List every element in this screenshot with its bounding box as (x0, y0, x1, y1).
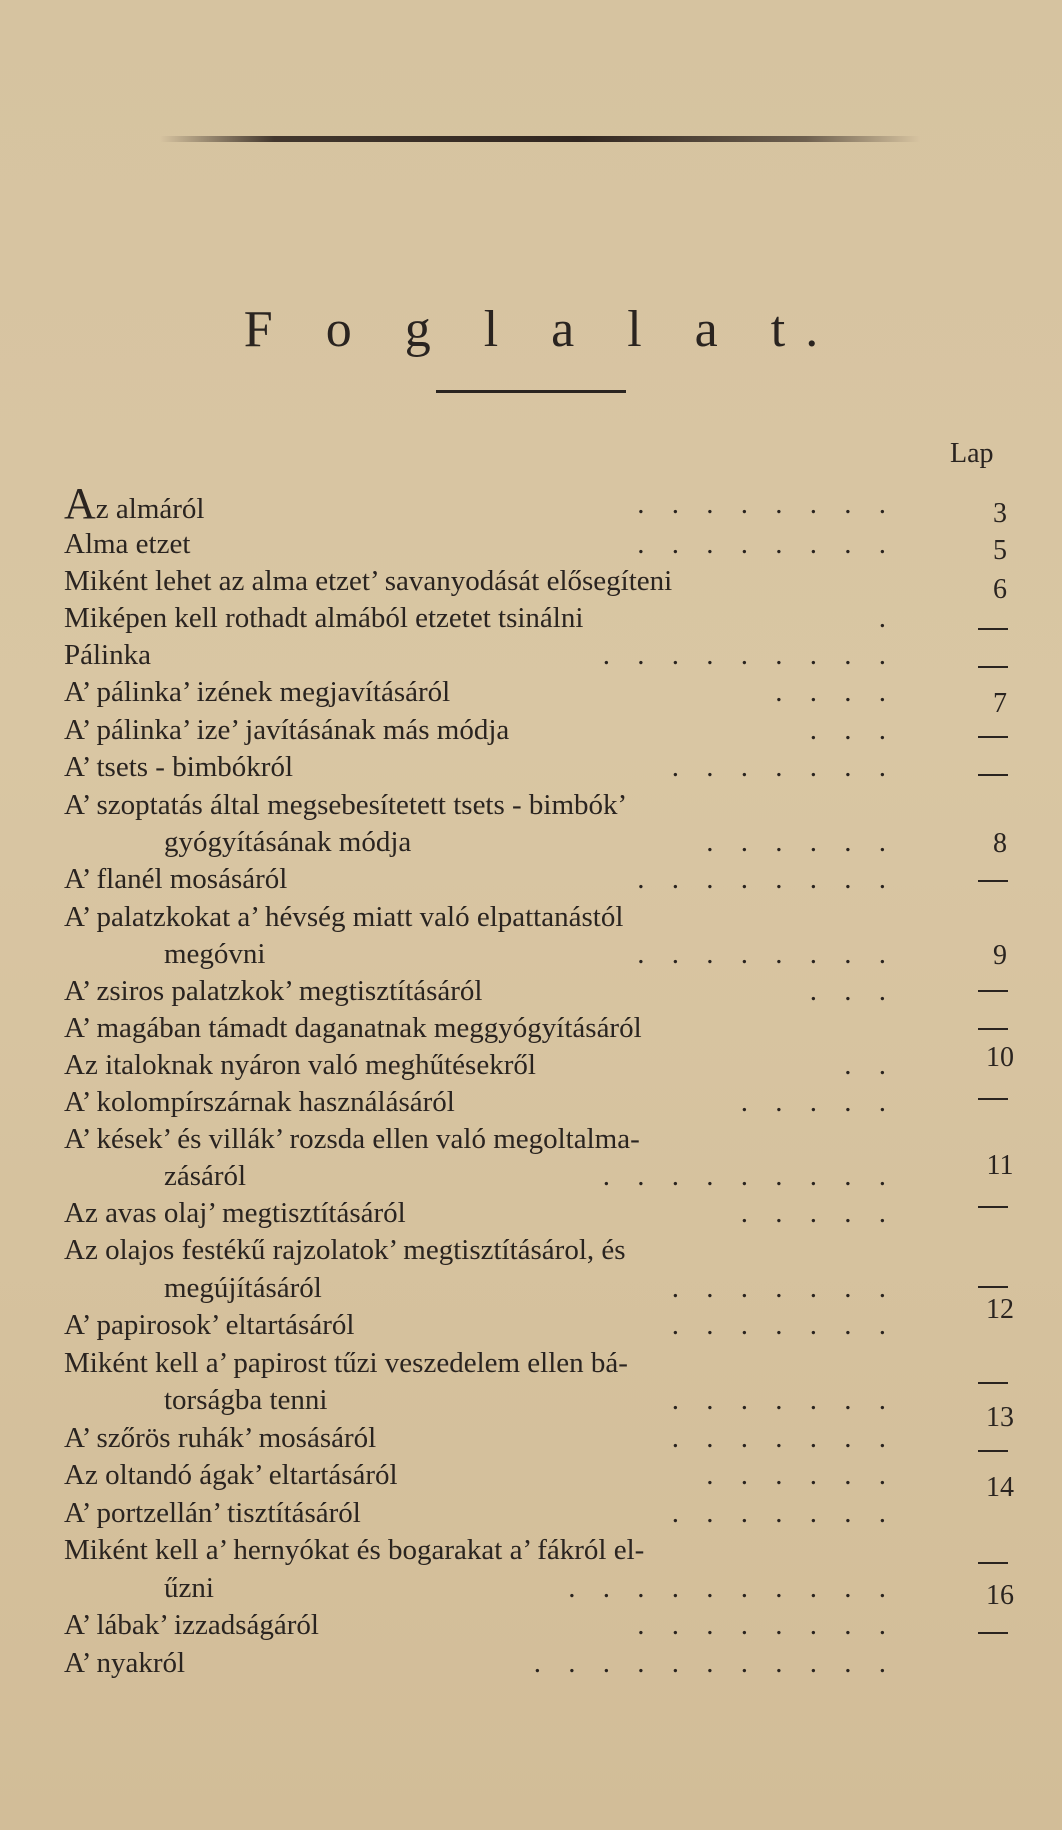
toc-entry (64, 1307, 896, 1343)
page-number: 3 (993, 498, 1007, 529)
toc-entry-continuation (164, 1270, 896, 1306)
ditto-dash (978, 774, 1008, 776)
page-title: F o g l a l a t. (243, 301, 839, 358)
toc-entry (64, 973, 896, 1009)
page-number: 7 (993, 688, 1007, 719)
toc-entry-text: A’ pálinka’ ize’ javításának más módja (64, 714, 510, 746)
leader-dots: . . . . . (740, 1086, 896, 1118)
toc-entry-text: A’ nyakról (64, 1647, 186, 1679)
leader-dots: . . . . (775, 676, 896, 708)
page-number: 6 (993, 574, 1007, 605)
toc-entry-text: A’ zsiros palatzkok’ megtisztításáról (64, 975, 483, 1007)
toc-entry-text: Az avas olaj’ megtisztításáról (64, 1197, 406, 1229)
toc-entry-text: A’ tsets - bimbókról (64, 751, 294, 783)
toc-entry-text: Az italoknak nyáron való meghűtésekről (64, 1049, 536, 1081)
toc-entry (64, 1457, 896, 1493)
leader-dots: . (878, 602, 896, 634)
leader-dots: . . . . . . . (671, 1309, 896, 1341)
toc-entry (64, 526, 896, 562)
toc-entry (64, 1532, 896, 1568)
toc-entry (64, 1645, 896, 1681)
leader-dots: . . . . . . (706, 826, 896, 858)
toc-entry (64, 600, 896, 636)
toc-entry (64, 1607, 896, 1643)
toc-entry (64, 563, 896, 599)
drop-cap: A (64, 486, 96, 522)
toc-entry-text: A’ szőrös ruhák’ mosásáról (64, 1422, 377, 1454)
toc-entry-text: Az olajos festékű rajzolatok’ megtisztításárol, és (64, 1234, 626, 1266)
page-number: 14 (986, 1472, 1014, 1503)
toc-entry (64, 674, 896, 710)
toc-entry-text: Alma etzet (64, 528, 191, 560)
toc-entry-text: A’ kolompírszárnak használásáról (64, 1086, 455, 1118)
page-number: 9 (993, 940, 1007, 971)
toc-entry-continuation (164, 824, 896, 860)
leader-dots: . . . . . . . . (637, 488, 896, 520)
toc-entry-text: A’ lábak’ izzadságáról (64, 1609, 319, 1641)
leader-dots: . . . . . . . . (637, 863, 896, 895)
toc-entry (64, 1084, 896, 1120)
ditto-dash (978, 666, 1008, 668)
page-number: 5 (993, 535, 1007, 566)
leader-dots: . . . (809, 714, 896, 746)
toc-entry-text: megújításáról (164, 1272, 322, 1304)
leader-dots: . . . . . . . . . . (568, 1572, 896, 1604)
toc-entry-continuation (164, 1382, 896, 1418)
page-number: 12 (986, 1294, 1014, 1325)
leader-dots: . . . . . . . (671, 751, 896, 783)
leader-dots: . . . . . (740, 1197, 896, 1229)
page-number: 11 (986, 1150, 1014, 1181)
toc-entry (64, 486, 896, 522)
toc-entry (64, 1495, 896, 1531)
toc-entry (64, 1420, 896, 1456)
ditto-dash (978, 1562, 1008, 1564)
toc-entry-text: z almáról (95, 493, 205, 522)
leader-dots: . . . . . . . . (637, 1609, 896, 1641)
toc-entry (64, 637, 896, 673)
toc-entry-text: Miként lehet az alma etzet’ savanyodását elősegíteni (64, 565, 673, 597)
toc-entry (64, 712, 896, 748)
toc-entry-text: A’ portzellán’ tisztításáról (64, 1497, 361, 1529)
toc-entry-continuation (164, 1570, 896, 1606)
ditto-dash (978, 1286, 1008, 1288)
leader-dots: . . . . . . . (671, 1384, 896, 1416)
ditto-dash (978, 880, 1008, 882)
toc-entry-text: A’ magában támadt daganatnak meggyógyításáról (64, 1012, 642, 1044)
toc-entry-continuation (164, 936, 896, 972)
ditto-dash (978, 1098, 1008, 1100)
toc-entry (64, 1195, 896, 1231)
toc-entry-text: Miképen kell rothadt almából etzetet tsinálni (64, 602, 584, 634)
toc-entry-text: zásáról (164, 1160, 247, 1192)
page-number: 13 (986, 1402, 1014, 1433)
page-number: 8 (993, 828, 1007, 859)
toc-entry-text: torságba tenni (164, 1384, 328, 1416)
toc-entry-text: gyógyításának módja (164, 826, 412, 858)
toc-entry-text: űzni (164, 1572, 214, 1604)
toc-entry-text: A’ flanél mosásáról (64, 863, 288, 895)
toc-entry-text: A’ palatzkokat a’ hévség miatt való elpattanástól (64, 901, 624, 933)
toc-entry-text: megóvni (164, 938, 266, 970)
leader-dots: . . . . . . . . (637, 528, 896, 560)
toc-entry (64, 899, 896, 935)
toc-entry (64, 787, 896, 823)
ditto-dash (978, 1206, 1008, 1208)
toc-entry (64, 1010, 896, 1046)
toc-entry (64, 1345, 896, 1381)
toc-entry-text: A’ papirosok’ eltartásáról (64, 1309, 355, 1341)
toc-entry-text: A’ pálinka’ izének megjavításáról (64, 676, 451, 708)
toc-entry-text: A’ kések’ és villák’ rozsda ellen való megoltalma- (64, 1123, 640, 1155)
ditto-dash (978, 1632, 1008, 1634)
toc-entry (64, 1232, 896, 1268)
leader-dots: . . . (809, 975, 896, 1007)
ditto-dash (978, 736, 1008, 738)
toc-entry (64, 749, 896, 785)
toc-entry (64, 861, 896, 897)
toc-entry-text: A’ szoptatás által megsebesítetett tsets - bimbók’ (64, 789, 628, 821)
toc-entry-text: Miként kell a’ papirost tűzi veszedelem ellen bá- (64, 1347, 628, 1379)
lap-header: Lap (950, 438, 994, 469)
leader-dots: . . . . . . . . . (602, 1160, 896, 1192)
ditto-dash (978, 1450, 1008, 1452)
leader-dots: . . . . . . . (671, 1272, 896, 1304)
toc-entry-text: Az oltandó ágak’ eltartásáról (64, 1459, 398, 1491)
top-rule (160, 136, 920, 142)
toc-entry (64, 1121, 896, 1157)
toc-entry-text: Miként kell a’ hernyókat és bogarakat a’ fákról el- (64, 1534, 645, 1566)
toc-entry (64, 1047, 896, 1083)
page-number: 16 (986, 1580, 1014, 1611)
ditto-dash (978, 1382, 1008, 1384)
ditto-dash (978, 628, 1008, 630)
title-rule (436, 390, 626, 393)
leader-dots: . . . . . . . (671, 1422, 896, 1454)
leader-dots: . . (844, 1049, 896, 1081)
ditto-dash (978, 1028, 1008, 1030)
toc-entry-text: Pálinka (64, 639, 151, 671)
leader-dots: . . . . . . . . (637, 938, 896, 970)
page-number: 10 (986, 1042, 1014, 1073)
leader-dots: . . . . . . . . . . . (533, 1647, 896, 1679)
leader-dots: . . . . . . (706, 1459, 896, 1491)
leader-dots: . . . . . . . . . (602, 639, 896, 671)
toc-entry-continuation (164, 1158, 896, 1194)
leader-dots: . . . . . . . (671, 1497, 896, 1529)
ditto-dash (978, 990, 1008, 992)
